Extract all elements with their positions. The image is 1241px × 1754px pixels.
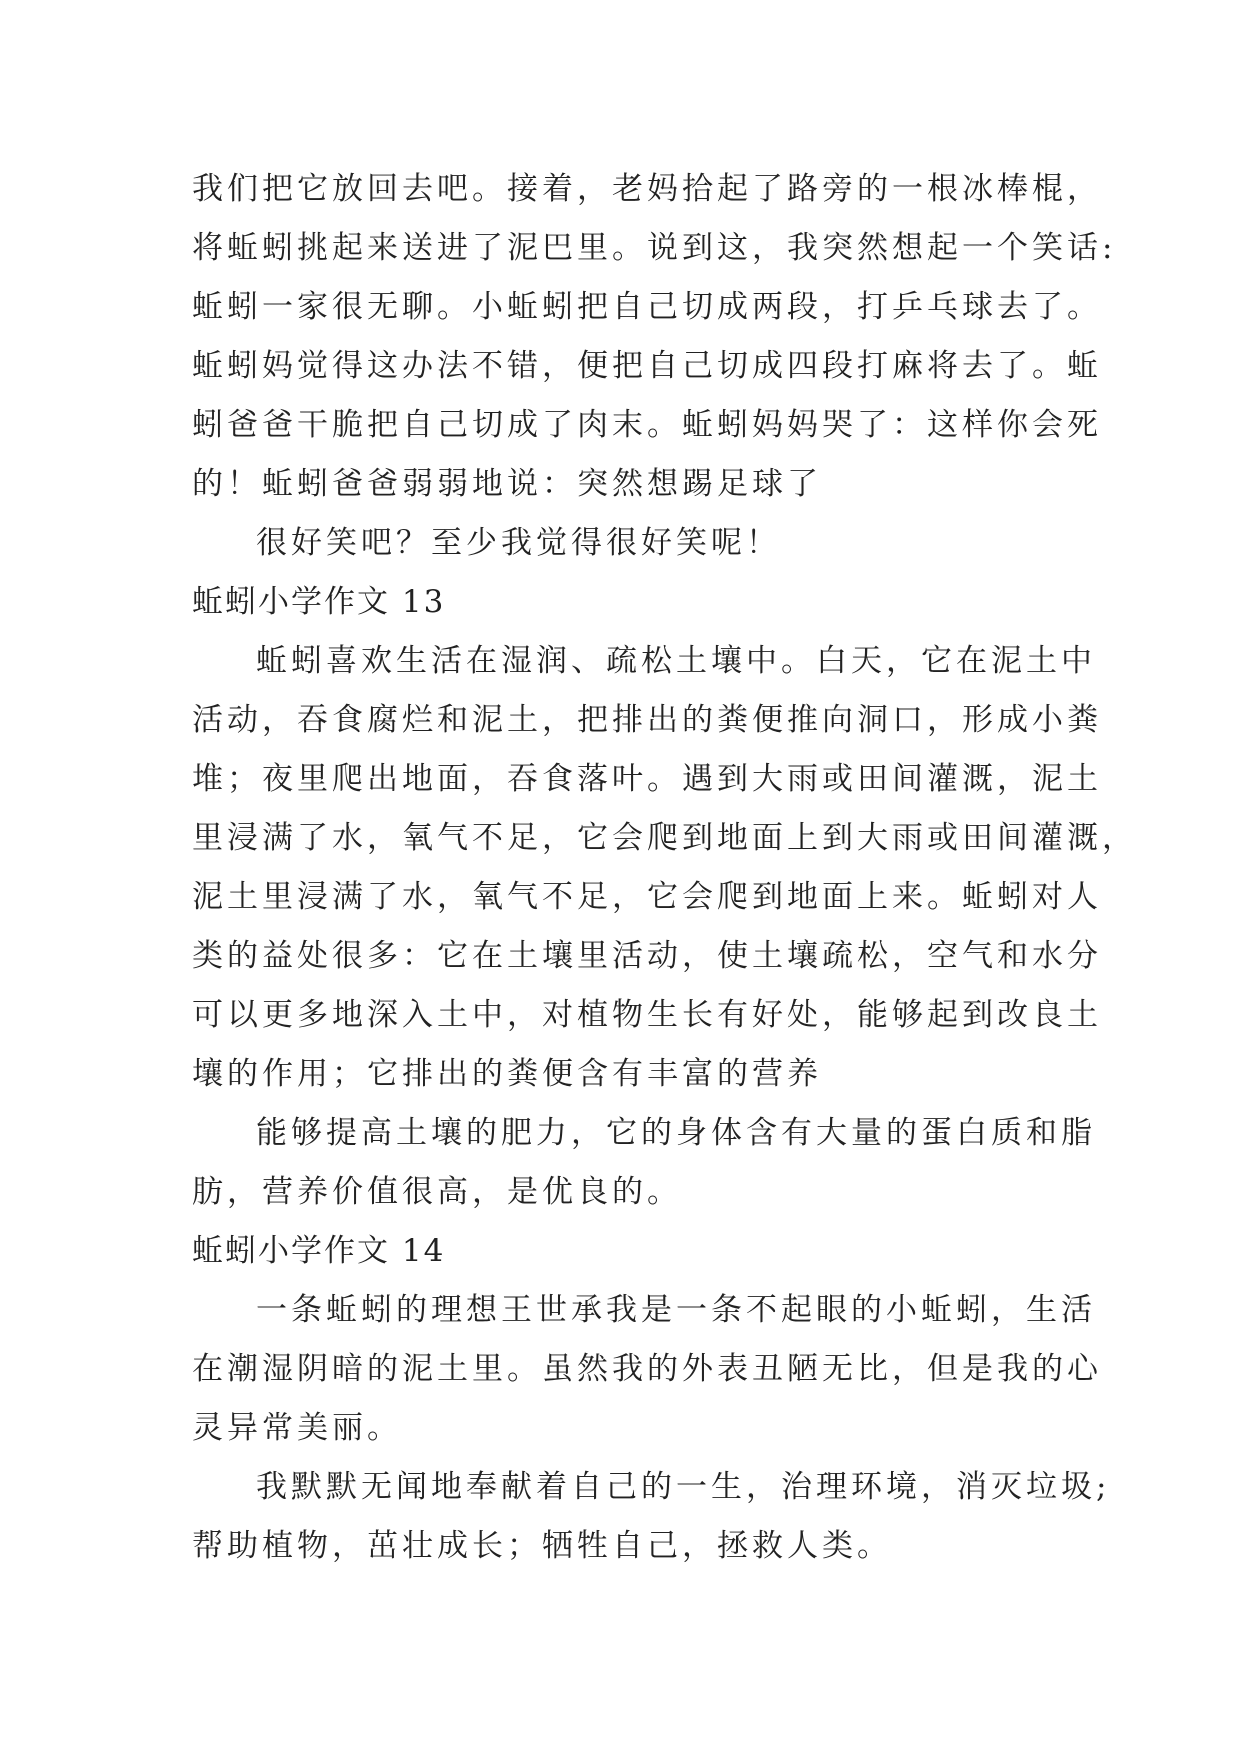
text-line: 将蚯蚓挑起来送进了泥巴里。说到这，我突然想起一个笑话:: [192, 230, 1117, 266]
paragraph-first-line: 一条蚯蚓的理想王世承我是一条不起眼的小蚯蚓，生活: [256, 1292, 1096, 1328]
text-line: 帮助植物，茁壮成长；牺牲自己，拯救人类。: [192, 1528, 892, 1564]
text-line: 蚯蚓一家很无聊。小蚯蚓把自己切成两段，打乒乓球去了。: [192, 289, 1102, 325]
paragraph-first-line: 我默默无闻地奉献着自己的一生，治理环境，消灭垃圾;: [256, 1469, 1111, 1505]
paragraph-first-line: 很好笑吧？至少我觉得很好笑呢！: [256, 525, 781, 561]
text-line: 的！蚯蚓爸爸弱弱地说：突然想踢足球了: [192, 466, 822, 502]
text-line: 肪，营养价值很高，是优良的。: [192, 1174, 682, 1210]
document-page: [192, 160, 1137, 1576]
text-line: 蚯蚓妈觉得这办法不错，便把自己切成四段打麻将去了。蚯: [192, 348, 1102, 384]
text-line: 堆；夜里爬出地面，吞食落叶。遇到大雨或田间灌溉，泥土: [192, 761, 1102, 797]
text-line: 类的益处很多：它在土壤里活动，使土壤疏松，空气和水分: [192, 938, 1102, 974]
paragraph-first-line: 蚯蚓喜欢生活在湿润、疏松土壤中。白天，它在泥土中: [256, 643, 1096, 679]
section-heading-14: 蚯蚓小学作文 14: [192, 1233, 446, 1269]
paragraph-first-line: 能够提高土壤的肥力，它的身体含有大量的蛋白质和脂: [256, 1115, 1096, 1151]
text-line: 里浸满了水，氧气不足，它会爬到地面上到大雨或田间灌溉，: [192, 820, 1137, 856]
section-heading-13: 蚯蚓小学作文 13: [192, 584, 446, 620]
text-line: 壤的作用；它排出的粪便含有丰富的营养: [192, 1056, 822, 1092]
text-line: 泥土里浸满了水，氧气不足，它会爬到地面上来。蚯蚓对人: [192, 879, 1102, 915]
text-line: 活动，吞食腐烂和泥土，把排出的粪便推向洞口，形成小粪: [192, 702, 1102, 738]
text-line: 我们把它放回去吧。接着，老妈拾起了路旁的一根冰棒棍，: [192, 171, 1102, 207]
text-line: 灵异常美丽。: [192, 1410, 402, 1446]
text-line: 在潮湿阴暗的泥土里。虽然我的外表丑陋无比，但是我的心: [192, 1351, 1102, 1387]
text-line: 蚓爸爸干脆把自己切成了肉末。蚯蚓妈妈哭了：这样你会死: [192, 407, 1102, 443]
text-line: 可以更多地深入土中，对植物生长有好处，能够起到改良土: [192, 997, 1102, 1033]
